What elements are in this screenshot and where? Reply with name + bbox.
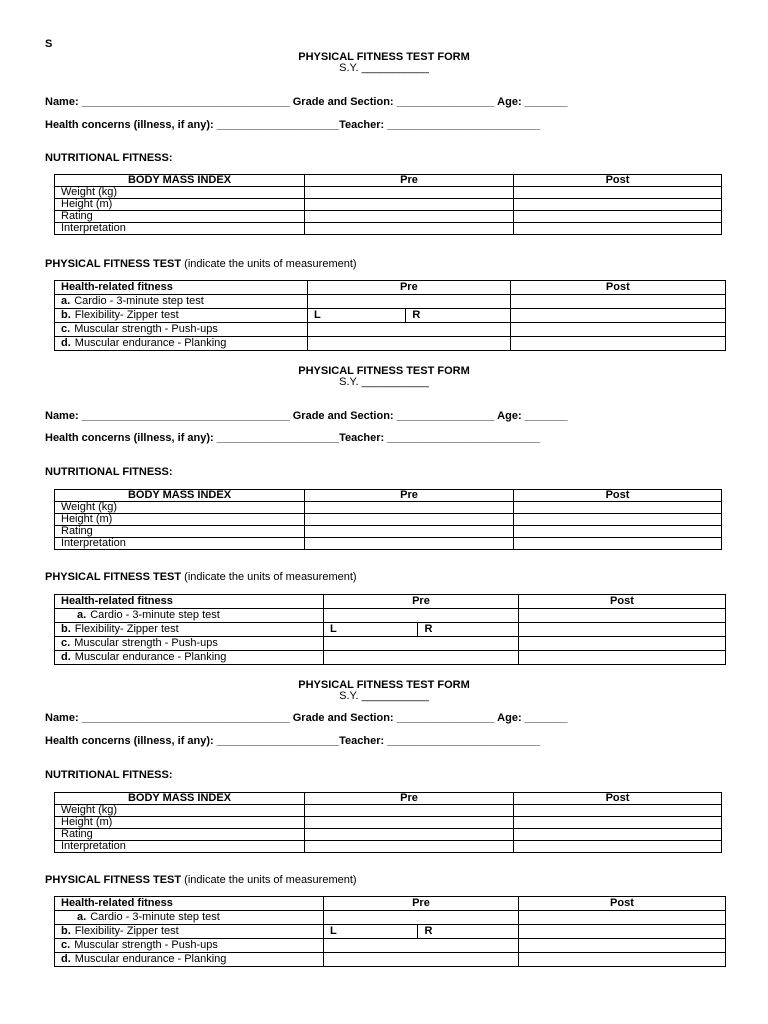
bmi-row-label: Height (m) — [55, 817, 305, 829]
fitness-post-cell[interactable] — [510, 323, 725, 337]
fitness-post-cell[interactable] — [518, 609, 725, 623]
fitness-row — [55, 925, 726, 939]
fitness-row-label — [55, 309, 308, 323]
physical-fitness-title: PHYSICAL FITNESS TEST — [45, 874, 182, 886]
bmi-post-cell[interactable] — [514, 538, 722, 550]
bmi-row-label: Interpretation — [55, 538, 305, 550]
bmi-row-label: Weight (kg) — [55, 502, 305, 514]
fitness-row-label — [55, 337, 308, 351]
bmi-table — [54, 174, 722, 235]
fitness-row — [55, 295, 726, 309]
bmi-row — [55, 538, 722, 550]
bmi-pre-cell[interactable] — [305, 514, 514, 526]
fitness-post-cell[interactable] — [518, 911, 725, 925]
fitness-row-label — [55, 651, 324, 665]
row-label: Muscular endurance - Planking — [74, 953, 227, 965]
fitness-post-cell[interactable] — [510, 337, 725, 351]
form-title: PHYSICAL FITNESS TEST FORM — [298, 365, 470, 377]
bmi-post-cell[interactable] — [514, 526, 722, 538]
left-right-split — [314, 309, 504, 322]
bmi-header-cell: BODY MASS INDEX — [55, 490, 305, 502]
row-letter: a. — [77, 609, 87, 621]
bmi-row-label: Rating — [55, 829, 305, 841]
fitness-row — [55, 939, 726, 953]
bmi-row — [55, 199, 722, 211]
row-letter: a. — [61, 295, 71, 307]
fitness-header-row — [55, 897, 726, 911]
fitness-test-table — [54, 280, 726, 351]
fitness-row-label — [55, 623, 324, 637]
bmi-header-cell: Post — [514, 175, 722, 187]
bmi-pre-cell[interactable] — [305, 199, 514, 211]
row-label: Flexibility- Zipper test — [74, 925, 179, 937]
row-label: Cardio - 3-minute step test — [90, 609, 220, 621]
row-label: Muscular strength - Push-ups — [74, 323, 218, 335]
units-note: (indicate the units of measurement) — [184, 258, 357, 270]
bmi-header-row — [55, 175, 722, 187]
row-letter: d. — [61, 337, 71, 349]
fitness-header-cell: Health-related fitness — [55, 897, 324, 911]
fitness-row-label — [55, 323, 308, 337]
bmi-pre-cell[interactable] — [305, 841, 514, 853]
units-note: (indicate the units of measurement) — [184, 571, 357, 583]
fitness-row-label — [55, 925, 324, 939]
bmi-header-row — [55, 490, 722, 502]
row-label: Muscular strength - Push-ups — [74, 637, 218, 649]
bmi-row-label: Interpretation — [55, 223, 305, 235]
row-letter: c. — [61, 939, 71, 951]
bmi-pre-cell[interactable] — [305, 829, 514, 841]
left-label: L — [314, 309, 321, 321]
fitness-post-cell[interactable] — [518, 939, 725, 953]
bmi-row-label: Weight (kg) — [55, 187, 305, 199]
bmi-header-row — [55, 793, 722, 805]
fitness-pre-cell[interactable] — [324, 623, 519, 637]
fitness-header-cell: Post — [518, 595, 725, 609]
fitness-header-cell: Post — [518, 897, 725, 911]
fitness-pre-cell[interactable] — [324, 911, 519, 925]
form-title: PHYSICAL FITNESS TEST FORM — [298, 679, 470, 691]
bmi-header-cell: Pre — [305, 175, 514, 187]
fitness-header-row — [55, 281, 726, 295]
fitness-row-label — [55, 911, 324, 925]
fitness-pre-cell[interactable] — [308, 337, 511, 351]
fitness-pre-cell[interactable] — [324, 609, 519, 623]
fitness-row-label — [55, 939, 324, 953]
school-year-field[interactable]: S.Y. ___________ — [339, 62, 429, 74]
school-year-field[interactable]: S.Y. ___________ — [339, 376, 429, 388]
fitness-header-cell: Pre — [324, 595, 519, 609]
bmi-header-cell: BODY MASS INDEX — [55, 175, 305, 187]
fitness-row — [55, 309, 726, 323]
row-label: Flexibility- Zipper test — [74, 309, 179, 321]
name-grade-age-line[interactable]: Name: __________________________________ Grade and Section: ________________ Age: _______ — [45, 96, 568, 108]
physical-fitness-title: PHYSICAL FITNESS TEST — [45, 258, 182, 270]
bmi-post-cell[interactable] — [514, 502, 722, 514]
bmi-row — [55, 187, 722, 199]
row-label: Muscular strength - Push-ups — [74, 939, 218, 951]
fitness-header-cell: Health-related fitness — [55, 281, 308, 295]
row-letter: d. — [61, 953, 71, 965]
name-grade-age-line[interactable]: Name: __________________________________ Grade and Section: ________________ Age: _______ — [45, 410, 568, 422]
fitness-row-label — [55, 637, 324, 651]
bmi-post-cell[interactable] — [514, 514, 722, 526]
fitness-post-cell[interactable] — [518, 651, 725, 665]
bmi-post-cell[interactable] — [514, 211, 722, 223]
row-letter: d. — [61, 651, 71, 663]
name-grade-age-line[interactable]: Name: __________________________________ Grade and Section: ________________ Age: _______ — [45, 712, 568, 724]
fitness-row — [55, 953, 726, 967]
right-label: R — [417, 925, 511, 938]
fitness-pre-cell[interactable] — [308, 295, 511, 309]
physical-fitness-heading — [45, 571, 357, 583]
row-letter: c. — [61, 637, 71, 649]
row-label: Cardio - 3-minute step test — [74, 295, 204, 307]
bmi-header-cell: Pre — [305, 490, 514, 502]
fitness-header-cell: Pre — [324, 897, 519, 911]
fitness-test-table — [54, 896, 726, 967]
bmi-row-label: Rating — [55, 526, 305, 538]
bmi-row-label: Height (m) — [55, 199, 305, 211]
fitness-pre-cell[interactable] — [324, 637, 519, 651]
form-title: PHYSICAL FITNESS TEST FORM — [298, 51, 470, 63]
bmi-pre-cell[interactable] — [305, 538, 514, 550]
row-letter: b. — [61, 623, 71, 635]
fitness-post-cell[interactable] — [518, 637, 725, 651]
bmi-post-cell[interactable] — [514, 841, 722, 853]
physical-fitness-title: PHYSICAL FITNESS TEST — [45, 571, 182, 583]
fitness-row — [55, 623, 726, 637]
bmi-row — [55, 526, 722, 538]
bmi-post-cell[interactable] — [514, 805, 722, 817]
bmi-header-cell: Post — [514, 490, 722, 502]
fitness-row-label — [55, 953, 324, 967]
bmi-post-cell[interactable] — [514, 187, 722, 199]
fitness-row — [55, 337, 726, 351]
fitness-pre-cell[interactable] — [324, 925, 519, 939]
bmi-row — [55, 829, 722, 841]
fitness-pre-cell[interactable] — [324, 651, 519, 665]
fitness-row — [55, 637, 726, 651]
fitness-post-cell[interactable] — [510, 309, 725, 323]
bmi-pre-cell[interactable] — [305, 211, 514, 223]
health-teacher-line[interactable]: Health concerns (illness, if any): ____________________Teacher: _________________________ — [45, 735, 541, 747]
fitness-header-cell: Health-related fitness — [55, 595, 324, 609]
bmi-row-label: Rating — [55, 211, 305, 223]
fitness-post-cell[interactable] — [510, 295, 725, 309]
row-label: Muscular endurance - Planking — [74, 337, 227, 349]
row-letter: b. — [61, 309, 71, 321]
bmi-table — [54, 489, 722, 550]
right-label: R — [417, 623, 511, 636]
bmi-header-cell: Pre — [305, 793, 514, 805]
fitness-row-label — [55, 295, 308, 309]
bmi-row-label: Interpretation — [55, 841, 305, 853]
row-label: Muscular endurance - Planking — [74, 651, 227, 663]
fitness-header-cell: Pre — [308, 281, 511, 295]
fitness-pre-cell[interactable] — [308, 323, 511, 337]
health-teacher-line[interactable]: Health concerns (illness, if any): ____________________Teacher: _________________________ — [45, 119, 541, 131]
fitness-post-cell[interactable] — [518, 623, 725, 637]
bmi-pre-cell[interactable] — [305, 805, 514, 817]
row-label: Flexibility- Zipper test — [74, 623, 179, 635]
fitness-row-label — [55, 609, 324, 623]
bmi-row — [55, 223, 722, 235]
row-letter: b. — [61, 925, 71, 937]
bmi-row — [55, 514, 722, 526]
bmi-row — [55, 211, 722, 223]
fitness-post-cell[interactable] — [518, 953, 725, 967]
fitness-row — [55, 651, 726, 665]
row-letter: c. — [61, 323, 71, 335]
bmi-post-cell[interactable] — [514, 817, 722, 829]
row-label: Cardio - 3-minute step test — [90, 911, 220, 923]
row-letter: a. — [77, 911, 87, 923]
bmi-pre-cell[interactable] — [305, 223, 514, 235]
fitness-pre-cell[interactable] — [324, 953, 519, 967]
corner-mark: S — [45, 38, 53, 50]
fitness-row — [55, 323, 726, 337]
bmi-post-cell[interactable] — [514, 223, 722, 235]
bmi-pre-cell[interactable] — [305, 817, 514, 829]
left-label: L — [330, 925, 337, 937]
bmi-row-label: Weight (kg) — [55, 805, 305, 817]
bmi-pre-cell[interactable] — [305, 187, 514, 199]
bmi-row — [55, 841, 722, 853]
bmi-table — [54, 792, 722, 853]
fitness-pre-cell[interactable] — [308, 309, 511, 323]
right-label: R — [405, 309, 503, 322]
health-teacher-line[interactable]: Health concerns (illness, if any): ____________________Teacher: _________________________ — [45, 432, 541, 444]
nutritional-fitness-heading: NUTRITIONAL FITNESS: — [45, 152, 173, 164]
physical-fitness-heading — [45, 258, 357, 270]
nutritional-fitness-heading: NUTRITIONAL FITNESS: — [45, 466, 173, 478]
bmi-post-cell[interactable] — [514, 829, 722, 841]
bmi-row — [55, 817, 722, 829]
bmi-row — [55, 502, 722, 514]
fitness-pre-cell[interactable] — [324, 939, 519, 953]
bmi-header-cell: Post — [514, 793, 722, 805]
left-label: L — [330, 623, 337, 635]
fitness-row — [55, 911, 726, 925]
fitness-post-cell[interactable] — [518, 925, 725, 939]
bmi-header-cell: BODY MASS INDEX — [55, 793, 305, 805]
units-note: (indicate the units of measurement) — [184, 874, 357, 886]
bmi-row-label: Height (m) — [55, 514, 305, 526]
fitness-header-row — [55, 595, 726, 609]
fitness-test-table — [54, 594, 726, 665]
bmi-pre-cell[interactable] — [305, 526, 514, 538]
nutritional-fitness-heading: NUTRITIONAL FITNESS: — [45, 769, 173, 781]
fitness-header-cell: Post — [510, 281, 725, 295]
left-right-split — [330, 623, 512, 636]
bmi-post-cell[interactable] — [514, 199, 722, 211]
physical-fitness-heading — [45, 874, 357, 886]
school-year-field[interactable]: S.Y. ___________ — [339, 690, 429, 702]
left-right-split — [330, 925, 512, 938]
fitness-row — [55, 609, 726, 623]
bmi-pre-cell[interactable] — [305, 502, 514, 514]
bmi-row — [55, 805, 722, 817]
